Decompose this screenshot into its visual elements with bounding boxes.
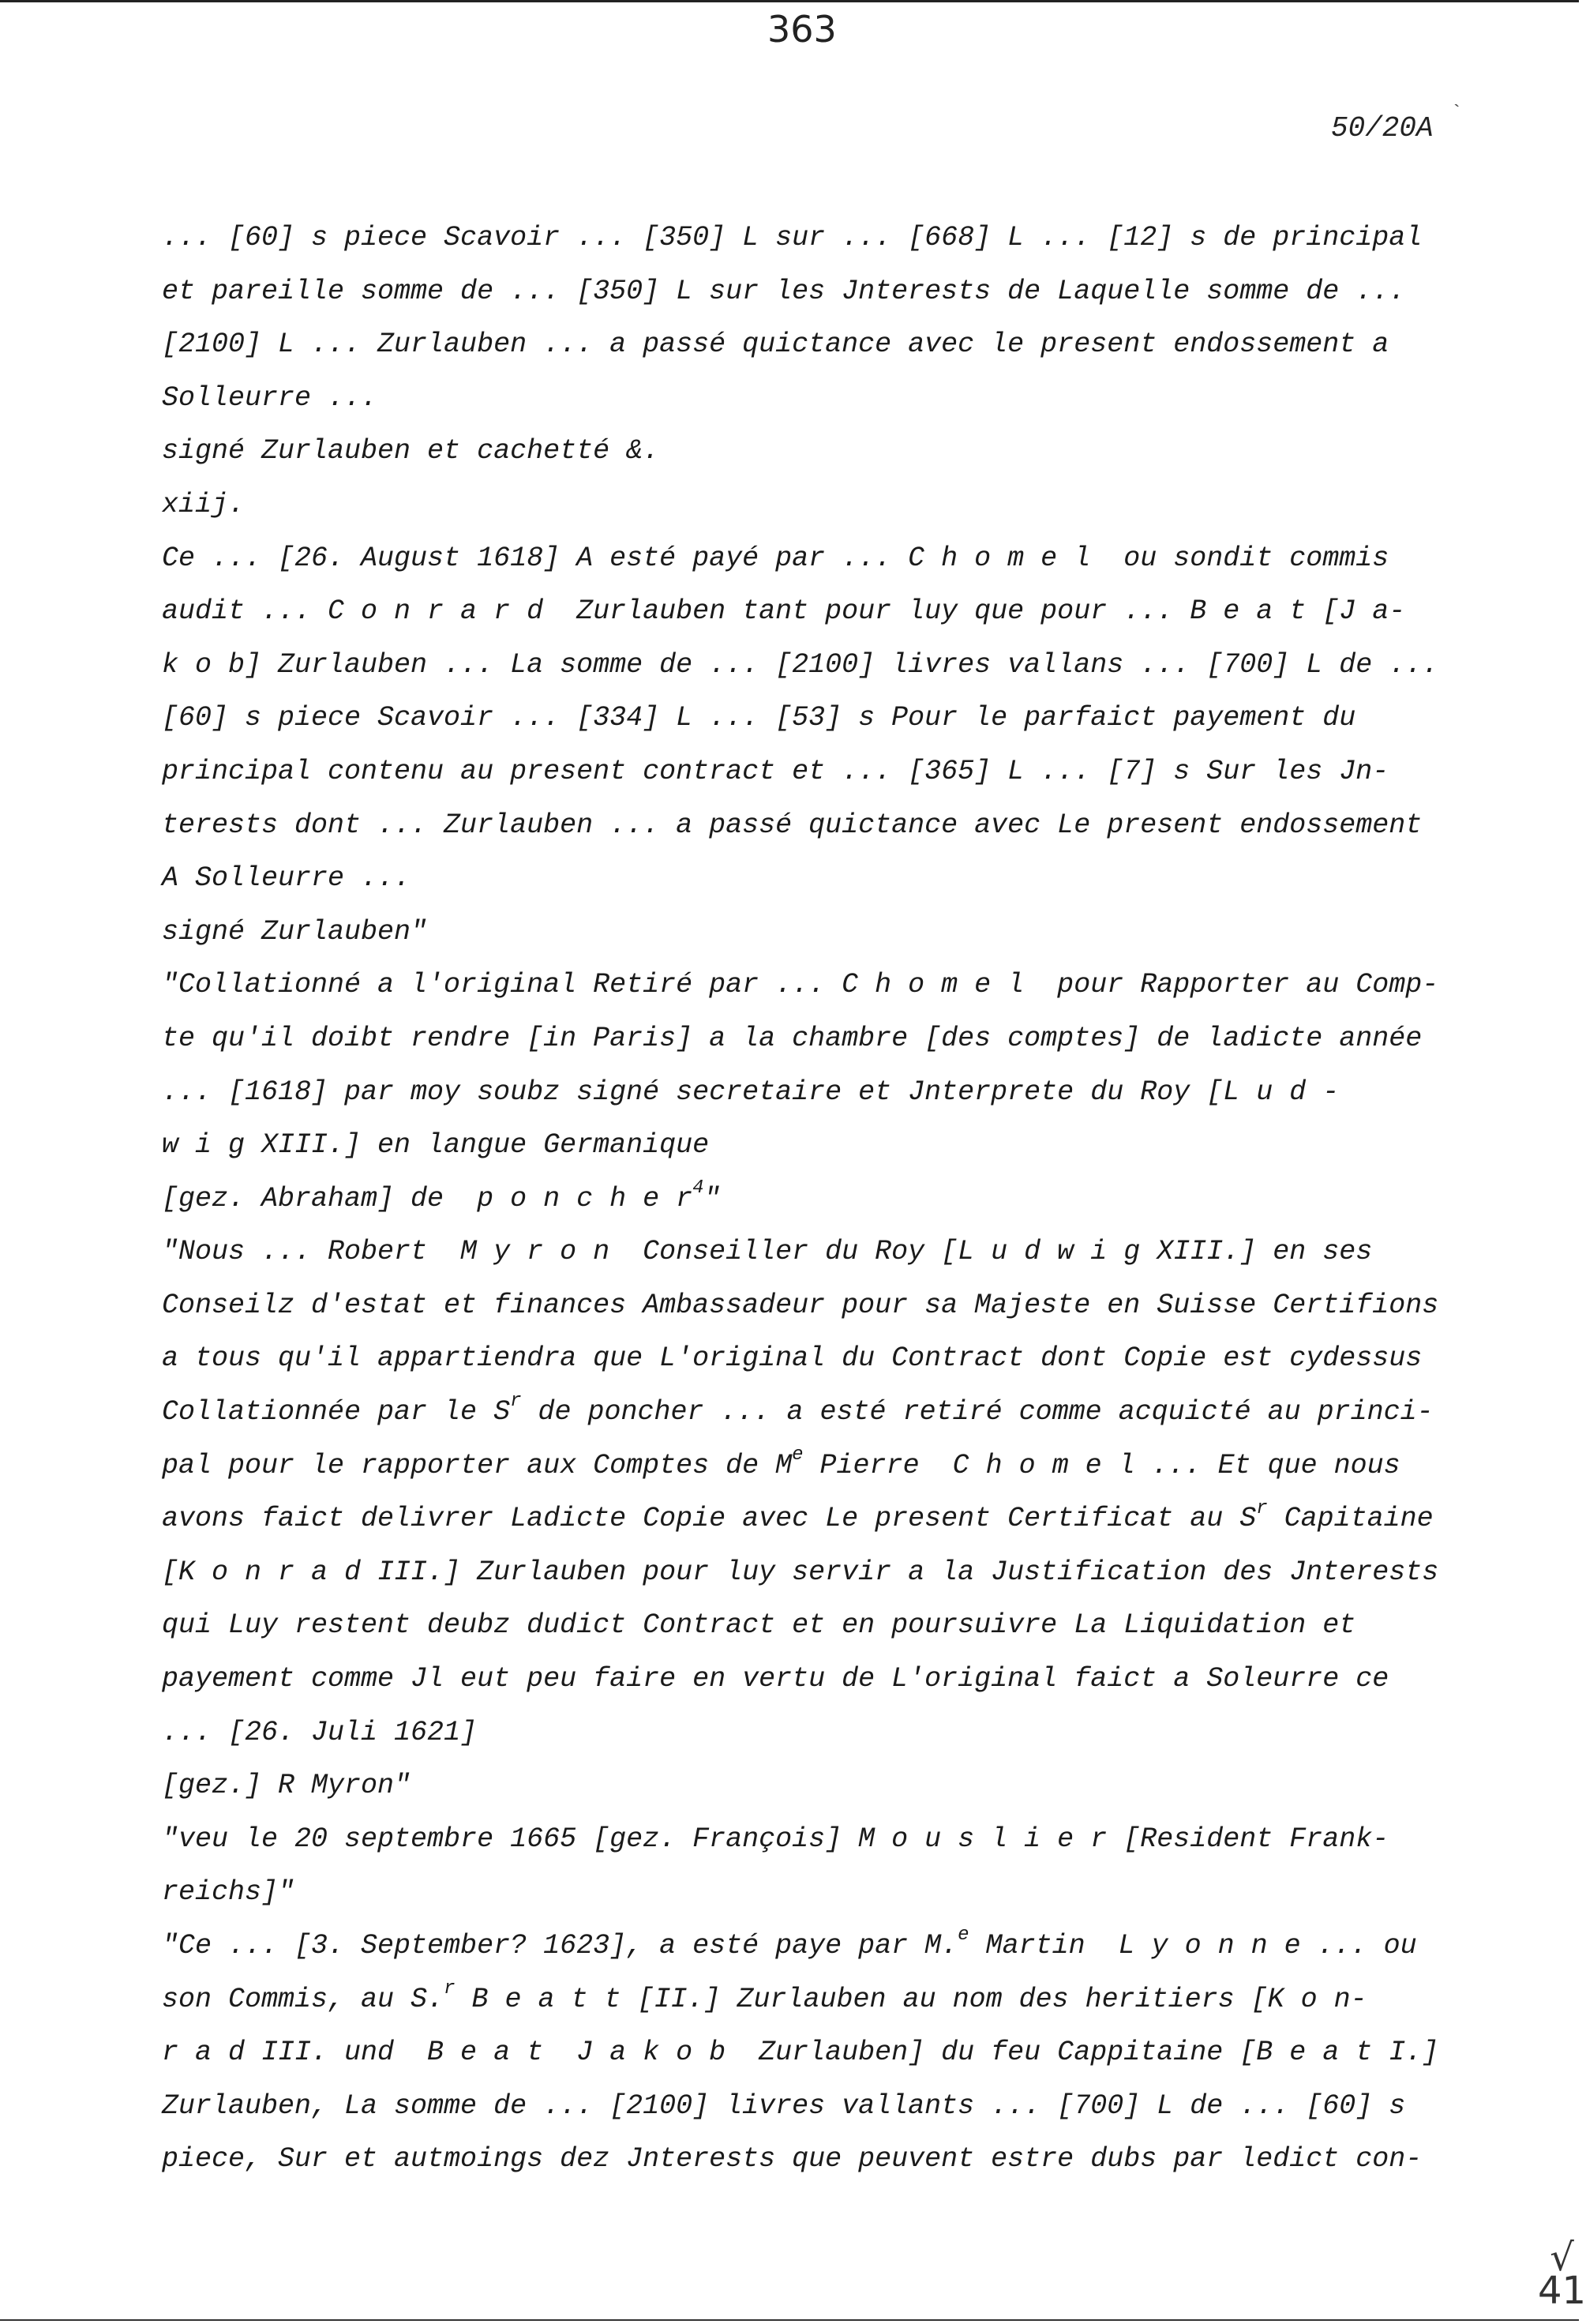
text-line: reichs]" [162, 1876, 295, 1909]
page-number: 363 [767, 8, 837, 51]
text-line [162, 1920, 1449, 1973]
text-line: Ce ... [26. August 1618] A esté payé par ... C h o m e l ou sondit commis [162, 542, 1389, 574]
handwritten-page-mark [1538, 2236, 1586, 2313]
text-line: "veu le 20 septembre 1665 [gez. François] M o u s l i e r [Resident Frank- [162, 1823, 1389, 1855]
text-line: signé Zurlauben et cachetté &. [162, 435, 660, 467]
text-line: a tous qu'il appartiendra que L'original du Contract dont Copie est cydessus [162, 1342, 1423, 1375]
footnote-marker: 4 [692, 1177, 704, 1200]
text-line: "Nous ... Robert M y r o n Conseiller du Roy [L u d w i g XIII.] en ses [162, 1236, 1373, 1268]
superscript: e [958, 1924, 969, 1947]
text-line: signé Zurlauben" [162, 915, 428, 948]
text-line: audit ... C o n r a r d Zurlauben tant pour luy que pour ... B e a t [J a- [162, 595, 1406, 628]
superscript: r [1256, 1497, 1268, 1519]
text-segment: pal pour le rapporter aux Comptes de M [162, 1449, 793, 1481]
text-segment: son Commis, au S. [162, 1983, 444, 2015]
text-segment: [gez. Abraham] de p o n c h e r [162, 1182, 693, 1215]
text-line: k o b] Zurlauben ... La somme de ... [2100] livres vallans ... [700] L de ... [162, 648, 1439, 681]
text-line: ... [60] s piece Scavoir ... [350] L sur ... [668] L ... [12] s de principal [162, 222, 1423, 253]
text-line [162, 1440, 1449, 1493]
top-border [0, 0, 1579, 2]
superscript: r [510, 1391, 522, 1413]
document-body [162, 212, 1449, 2187]
text-line: [K o n r a d III.] Zurlauben pour luy servir a la Justification des Jnterests [162, 1556, 1439, 1588]
text-segment: "Ce ... [3. September? 1623], a esté paye par M. [162, 1930, 958, 1962]
superscript: r [444, 1977, 456, 1999]
text-line: r a d III. und B e a t J a k o b Zurlauben] du feu Cappitaine [B e a t I.] [162, 2037, 1439, 2069]
section-number: xiij. [162, 488, 246, 520]
text-line: [gez.] R Myron" [162, 1770, 411, 1802]
text-line: "Collationné a l'original Retiré par ... C h o m e l pour Rapporter au Comp- [162, 969, 1439, 1001]
bottom-border [0, 2319, 1579, 2321]
text-segment: de poncher ... a esté retiré comme acquicté au princi- [521, 1396, 1434, 1429]
text-line [162, 1973, 1449, 2027]
text-line: ... [26. Juli 1621] [162, 1716, 478, 1748]
text-line: A Solleurre ... [162, 862, 411, 895]
text-line: ... [1618] par moy soubz signé secretaire et Jnterprete du Roy [L u d - [162, 1076, 1340, 1108]
text-line: Zurlauben, La somme de ... [2100] livres vallants ... [700] L de ... [60] s [162, 2089, 1406, 2122]
text-line: et pareille somme de ... [350] L sur les Jnterests de Laquelle somme de ... [162, 275, 1406, 307]
text-line: [2100] L ... Zurlauben ... a passé quictance avec le present endossement a [162, 329, 1389, 361]
superscript: e [792, 1444, 804, 1466]
text-line: Conseilz d'estat et finances Ambassadeur pour sa Majeste en Suisse Certifions [162, 1289, 1439, 1321]
text-segment: Pierre C h o m e l ... Et que nous [803, 1449, 1400, 1481]
text-line: principal contenu au present contract et ... [365] L ... [7] s Sur les Jn- [162, 755, 1389, 787]
text-line [162, 1492, 1449, 1546]
text-line: te qu'il doibt rendre [in Paris] a la chambre [des comptes] de ladicte année [162, 1022, 1423, 1054]
document-reference: 50/20A [1331, 112, 1434, 145]
text-segment: Collationnée par le S [162, 1396, 511, 1429]
text-segment: Martin L y o n n e ... ou [969, 1930, 1417, 1962]
check-mark: √ [1550, 2236, 1574, 2280]
text-line: terests dont ... Zurlauben ... a passé quictance avec Le present endossement [162, 809, 1423, 841]
text-line: Solleurre ... [162, 381, 378, 414]
text-line [162, 1386, 1449, 1440]
text-line: w i g XIII.] en langue Germanique [162, 1129, 710, 1162]
text-segment: avons faict delivrer Ladicte Copie avec Le present Certificat au S [162, 1503, 1257, 1535]
text-line: payement comme Jl eut peu faire en vertu de L'original faict a Soleurre ce [162, 1663, 1389, 1695]
text-line [162, 1173, 1449, 1226]
text-segment: Capitaine [1267, 1503, 1434, 1535]
page-index: 41 [1538, 2269, 1586, 2313]
text-segment: B e a t t [II.] Zurlauben au nom des heritiers [K o n- [455, 1983, 1367, 2015]
text-line: piece, Sur et autmoings dez Jnterests que peuvent estre dubs par ledict con- [162, 2143, 1423, 2176]
text-segment: " [703, 1182, 721, 1215]
reference-tick-mark: ` [1451, 103, 1463, 124]
text-line: [60] s piece Scavoir ... [334] L ... [53] s Pour le parfaict payement du [162, 702, 1356, 734]
text-line: qui Luy restent deubz dudict Contract et en poursuivre La Liquidation et [162, 1609, 1356, 1642]
